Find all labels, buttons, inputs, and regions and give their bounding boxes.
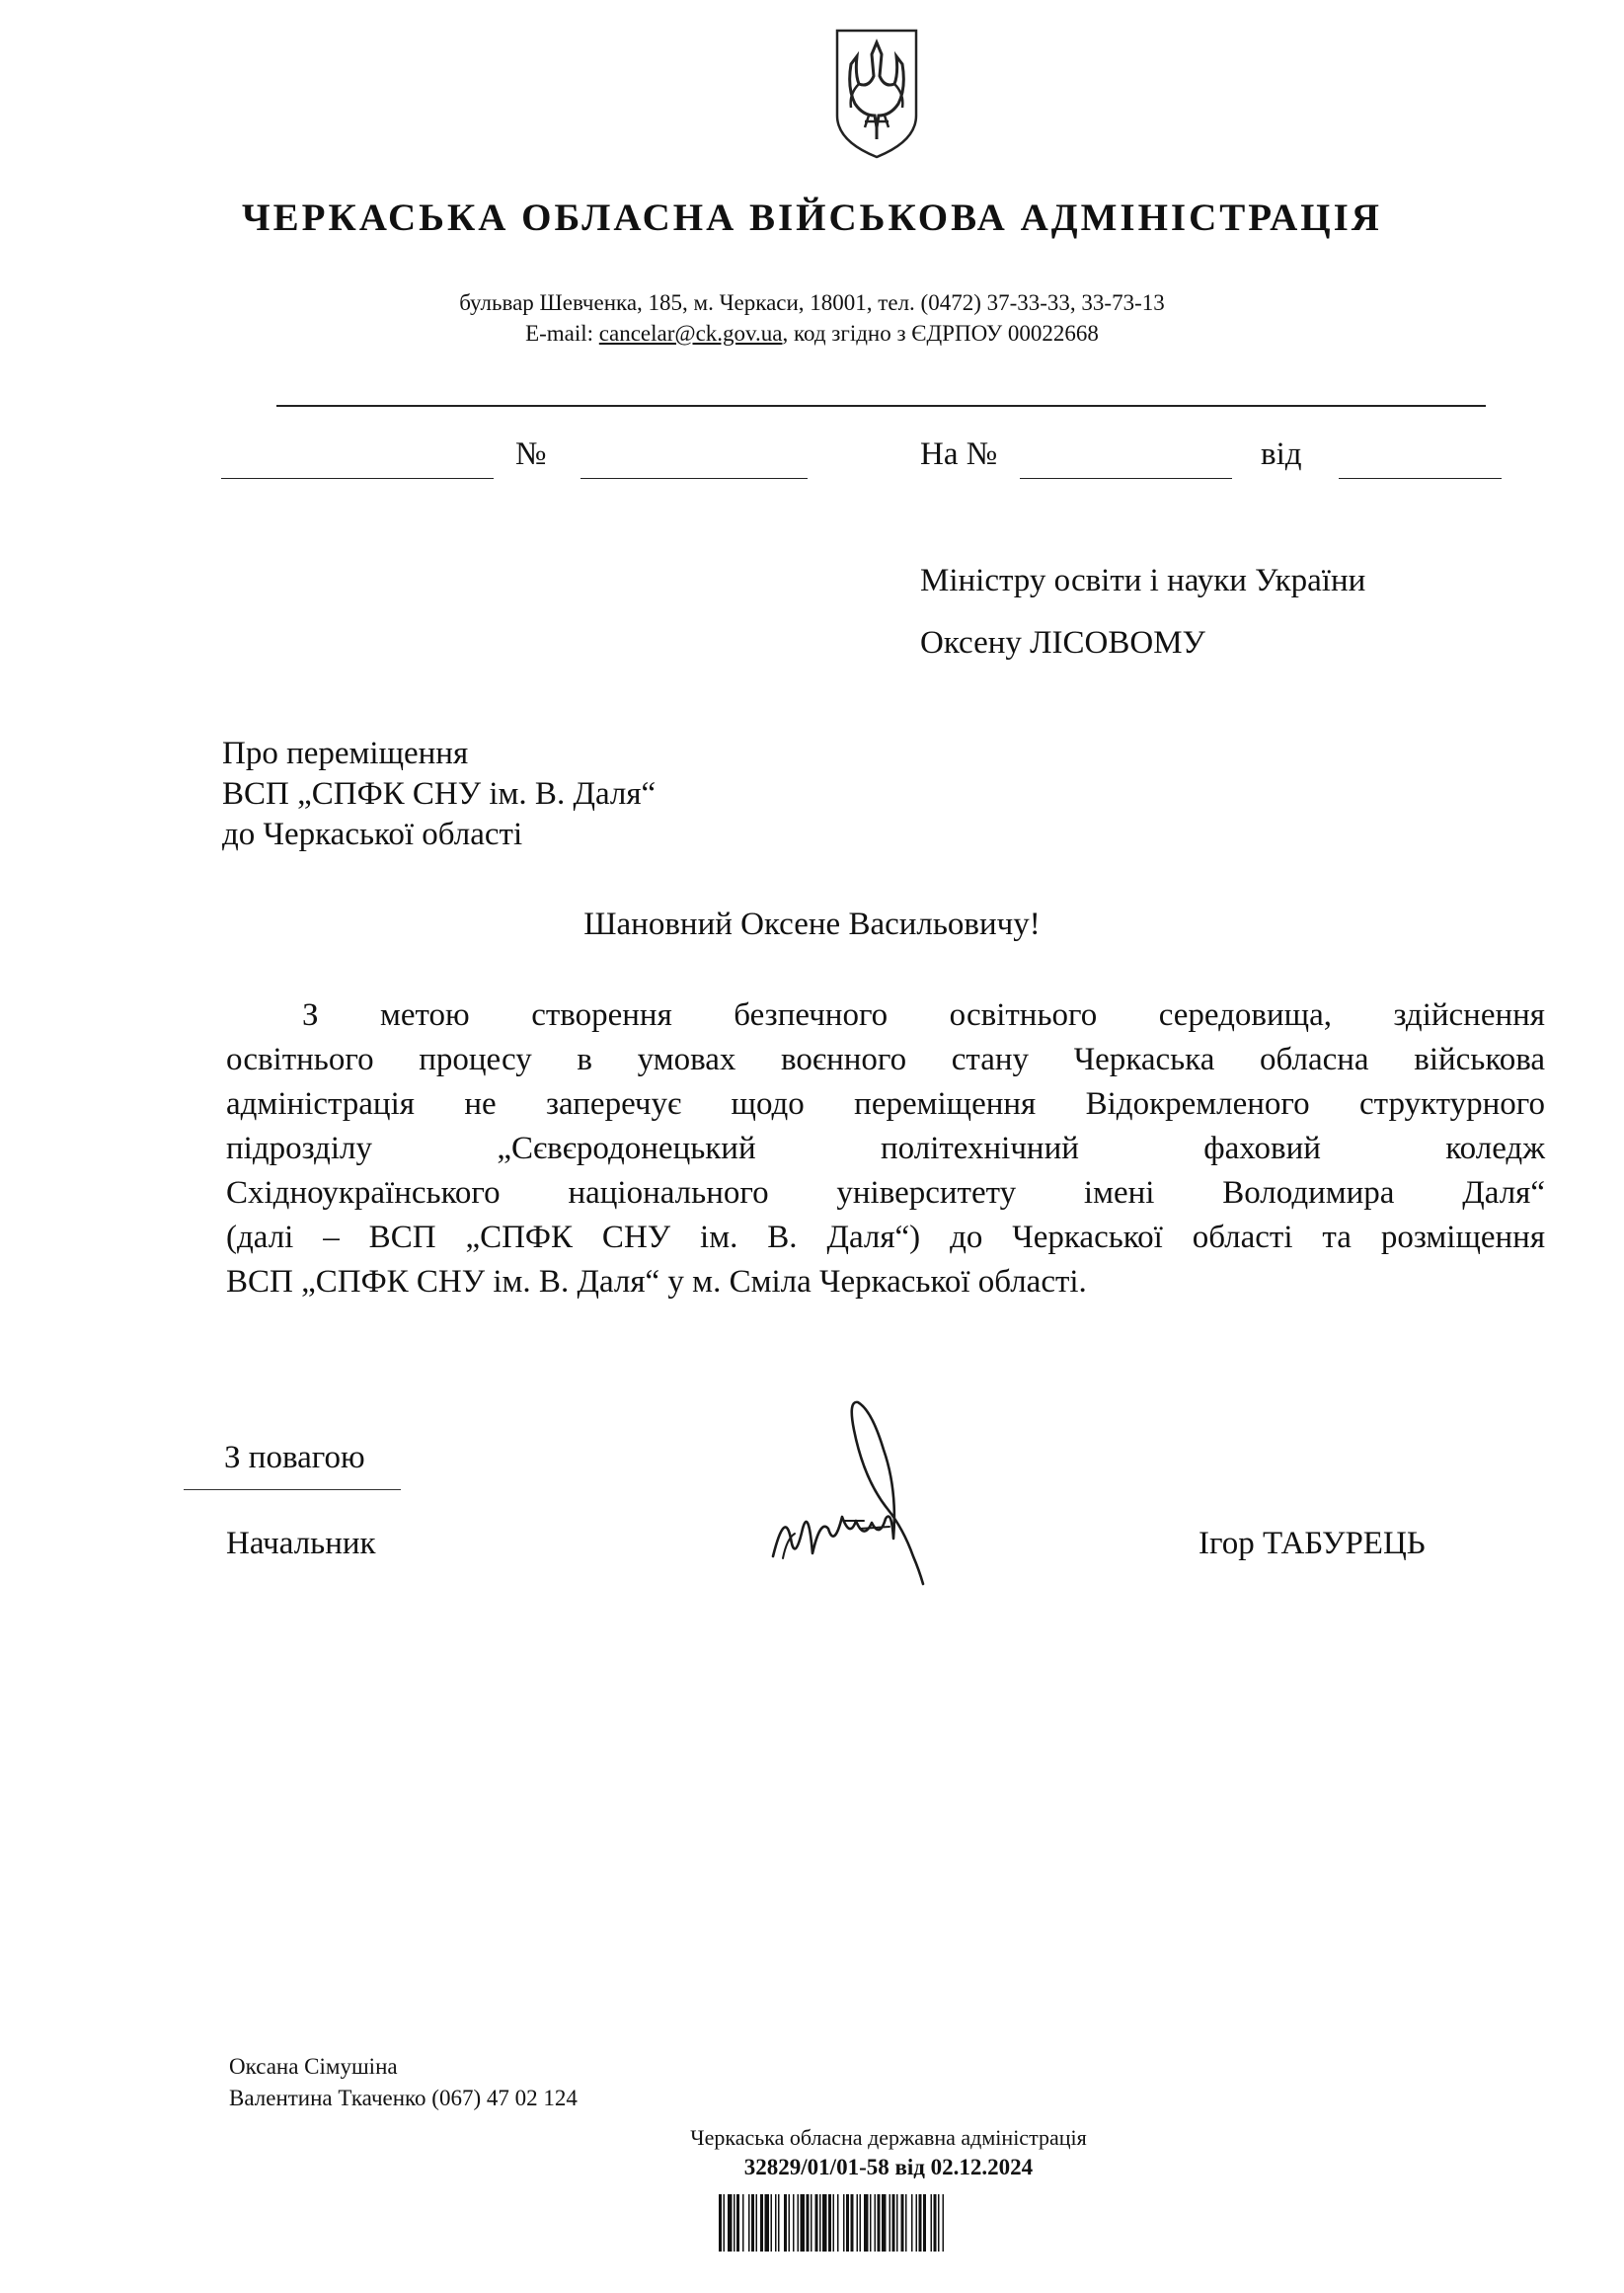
barcode-bar	[742, 2194, 744, 2252]
body-line: Східноукраїнського національного університету імені Володимира Даля“	[226, 1175, 1545, 1211]
executor-name: Оксана Сімушіна	[229, 2054, 398, 2079]
barcode-bar	[875, 2194, 877, 2252]
subject-line: ВСП „СПФК СНУ ім. В. Даля“	[222, 776, 657, 812]
barcode-bar	[756, 2194, 758, 2252]
barcode-bar	[793, 2194, 795, 2252]
barcode-bar	[789, 2194, 791, 2252]
barcode-bar	[736, 2194, 739, 2252]
barcode-bar	[882, 2194, 887, 2252]
barcode-bar	[728, 2194, 733, 2252]
barcode-bar	[919, 2194, 922, 2252]
barcode-bar	[822, 2194, 827, 2252]
from-date-blank	[1339, 478, 1502, 479]
barcode-bar	[815, 2194, 818, 2252]
barcode-bar	[807, 2194, 810, 2252]
body-line: (далі – ВСП „СПФК СНУ ім. В. Даля“) до Черкаської області та розміщення	[226, 1220, 1545, 1255]
barcode-icon	[719, 2194, 1028, 2252]
barcode-bar	[748, 2194, 750, 2252]
barcode-bar	[775, 2194, 777, 2252]
body-line: З метою створення безпечного освітнього середовища, здійснення	[302, 997, 1545, 1033]
recipient-title: Міністру освіти і науки України	[920, 563, 1366, 598]
closing-regards: З повагою	[224, 1440, 365, 1475]
subject-line: до Черкаської області	[222, 817, 523, 852]
regards-underline	[184, 1489, 401, 1490]
barcode-bar	[798, 2194, 800, 2252]
barcode-bar	[828, 2194, 831, 2252]
greeting: Шановний Оксене Васильовичу!	[583, 907, 1041, 942]
recipient-block	[920, 561, 1365, 685]
barcode-bar	[916, 2194, 918, 2252]
barcode-bar	[734, 2194, 735, 2252]
barcode-bar	[892, 2194, 895, 2252]
coat-of-arms-icon	[829, 25, 924, 161]
organization-name: ЧЕРКАСЬКА ОБЛАСНА ВІЙСЬКОВА АДМІНІСТРАЦІЯ	[242, 197, 1382, 239]
barcode-bar	[864, 2194, 869, 2252]
address-line: бульвар Шевченка, 185, м. Черкаси, 18001, тел. (0472) 37-33-33, 33-73-13	[459, 290, 1165, 315]
registration-org: Черкаська обласна державна адміністрація	[690, 2125, 1087, 2150]
barcode-bar	[760, 2194, 763, 2252]
barcode-bar	[938, 2194, 940, 2252]
barcode-bar	[833, 2194, 835, 2252]
barcode-bar	[771, 2194, 773, 2252]
signer-position: Начальник	[226, 1526, 376, 1561]
barcode-bar	[846, 2194, 849, 2252]
email-line	[0, 321, 1624, 347]
signer-name: Ігор ТАБУРЕЦЬ	[1199, 1526, 1426, 1561]
barcode-bar	[819, 2194, 821, 2252]
barcode-bar	[901, 2194, 904, 2252]
number-label: №	[515, 436, 547, 472]
barcode-bar	[719, 2194, 722, 2252]
barcode-bar	[911, 2194, 913, 2252]
barcode-bar	[905, 2194, 907, 2252]
reply-number-label: На №	[920, 436, 998, 472]
barcode-bar	[923, 2194, 926, 2252]
number-blank	[580, 478, 808, 479]
body-line: підрозділу „Сєвєродонецький політехнічний фаховий коледж	[226, 1131, 1545, 1166]
email-link[interactable]: cancelar@ck.gov.ua	[598, 321, 783, 346]
email-prefix: E-mail:	[525, 321, 599, 346]
handwritten-signature	[765, 1390, 933, 1588]
barcode-bar	[851, 2194, 854, 2252]
registration-number: 32829/01/01-58 від 02.12.2024	[743, 2155, 1034, 2179]
reply-number-blank	[1020, 478, 1232, 479]
barcode-bar	[784, 2194, 787, 2252]
body-line: ВСП „СПФК СНУ ім. В. Даля“ у м. Сміла Черкаської області.	[226, 1264, 1087, 1300]
barcode-bar	[870, 2194, 872, 2252]
barcode-bar	[837, 2194, 839, 2252]
recipient-name: Оксену ЛІСОВОМУ	[920, 625, 1205, 661]
barcode-bar	[751, 2194, 754, 2252]
from-date-label: від	[1261, 436, 1302, 472]
barcode-bar	[889, 2194, 891, 2252]
body-paragraph	[226, 993, 1545, 1305]
barcode-bar	[724, 2194, 726, 2252]
barcode-bar	[801, 2194, 806, 2252]
barcode-bar	[778, 2194, 780, 2252]
barcode-bar	[811, 2194, 812, 2252]
barcode-bar	[931, 2194, 933, 2252]
barcode-bar	[896, 2194, 898, 2252]
edrpou-code: , код згідно з ЄДРПОУ 00022668	[782, 321, 1099, 346]
subject-block	[222, 734, 656, 855]
barcode-bar	[934, 2194, 937, 2252]
body-line: адміністрація не заперечує щодо переміщення Відокремленого структурного	[226, 1086, 1545, 1122]
date-blank	[221, 478, 494, 479]
barcode-bar	[860, 2194, 862, 2252]
executor-contact: Валентина Ткаченко (067) 47 02 124	[229, 2086, 578, 2110]
barcode-bar	[843, 2194, 845, 2252]
subject-line: Про переміщення	[222, 736, 469, 771]
barcode-bar	[878, 2194, 881, 2252]
body-line: освітнього процесу в умовах воєнного стану Черкаська обласна військова	[226, 1042, 1545, 1077]
barcode-bar	[857, 2194, 859, 2252]
barcode-bar	[943, 2194, 945, 2252]
header-divider	[276, 405, 1486, 407]
barcode-bar	[765, 2194, 770, 2252]
